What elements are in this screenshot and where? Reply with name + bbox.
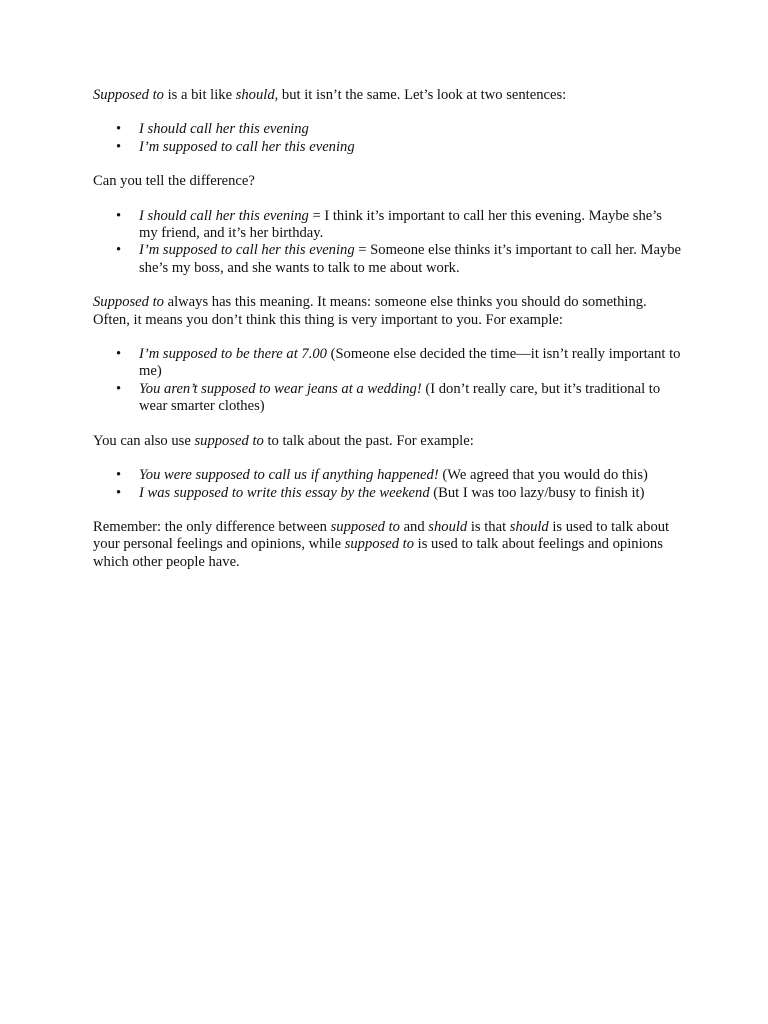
list-item <box>139 485 683 502</box>
list-item <box>139 208 683 243</box>
example-sentence: I was supposed to write this essay by the weekend <box>139 484 430 501</box>
example-explanation: = Someone else thinks it’s important to call her. Maybe she’s my boss, and she wants to talk to me about work. <box>139 242 682 276</box>
example-sentence: I’m supposed to be there at 7.00 <box>139 346 327 363</box>
past-term: supposed to <box>194 432 264 449</box>
remember-text-2: and <box>399 518 429 535</box>
remember-paragraph <box>93 519 683 571</box>
question-paragraph: Can you tell the difference? <box>93 173 255 190</box>
example-explanation: (I don’t really care, but it’s traditional to wear smarter clothes) <box>139 380 661 415</box>
meaning-paragraph <box>93 294 683 329</box>
example-explanation: (We agreed that you would do this) <box>438 467 648 484</box>
remember-term-4: supposed to <box>344 536 415 553</box>
example-sentence: I should call her this evening <box>139 121 309 138</box>
remember-term-2: should <box>428 518 468 535</box>
example-list-4 <box>93 467 683 502</box>
remember-term-3: should <box>509 518 549 535</box>
example-list-3 <box>93 346 683 416</box>
document-page <box>93 87 683 588</box>
intro-term: Supposed to <box>93 87 164 103</box>
list-item <box>139 346 683 381</box>
example-sentence: I should call her this evening <box>139 207 309 224</box>
list-item <box>139 139 683 156</box>
example-explanation: (But I was too lazy/busy to finish it) <box>429 484 645 501</box>
meaning-text: always has this meaning. It means: someone else thinks you should do something. Often, it means you don’t think this thing is very important to you. For example: <box>93 294 647 328</box>
example-sentence: You were supposed to call us if anything happened! <box>139 467 439 484</box>
past-text-1: You can also use <box>93 432 195 449</box>
remember-text-3: is that <box>467 518 510 535</box>
example-sentence: I’m supposed to call her this evening <box>139 242 355 259</box>
remember-text-1: Remember: the only difference between <box>93 518 331 535</box>
example-sentence: You aren’t supposed to wear jeans at a wedding! <box>139 380 422 397</box>
example-list-1 <box>93 121 683 156</box>
remember-text-5: is used to talk about feelings and opinions which other people have. <box>93 536 663 570</box>
list-item <box>139 467 683 484</box>
list-item <box>139 121 683 138</box>
remember-term-1: supposed to <box>330 518 400 535</box>
list-item <box>139 242 683 277</box>
remember-text-4: is used to talk about your personal feelings and opinions, while <box>93 518 670 553</box>
intro-should: should <box>235 87 275 103</box>
example-explanation: (Someone else decided the time—it isn’t really important to me) <box>139 346 681 380</box>
example-sentence: I’m supposed to call her this evening <box>139 138 355 155</box>
intro-paragraph <box>93 87 683 104</box>
intro-text-1: is a bit like <box>163 87 236 103</box>
meaning-term: Supposed to <box>93 294 164 311</box>
intro-text-2: , but it isn’t the same. Let’s look at two sentences: <box>274 87 567 103</box>
example-explanation: = I think it’s important to call her this evening. Maybe she’s my friend, and it’s her birthday. <box>139 207 662 242</box>
list-item <box>139 381 683 416</box>
past-text-2: to talk about the past. For example: <box>263 432 474 449</box>
past-paragraph <box>93 433 683 450</box>
example-list-2 <box>93 208 683 278</box>
